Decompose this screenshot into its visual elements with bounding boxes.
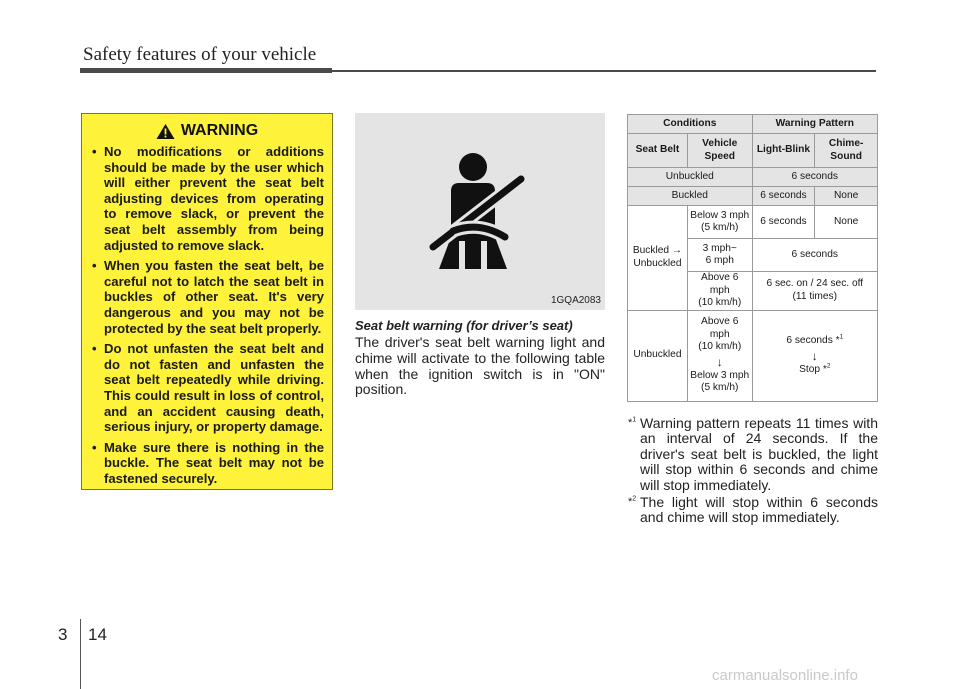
footnote <box>628 416 878 493</box>
table-cell: 6 seconds <box>752 239 877 272</box>
table-row <box>628 187 878 206</box>
footnote-mark <box>628 416 636 431</box>
footnote-ref: 2 <box>826 362 831 370</box>
footnote-star: * <box>628 496 633 509</box>
table-header-cell <box>687 134 752 168</box>
footnote-star: * <box>628 417 633 429</box>
table-cell: 6 seconds <box>752 168 877 187</box>
table-cell-line: (11 times) <box>792 290 838 302</box>
table-cell-text: 6 seconds * <box>786 335 840 346</box>
table-cell-line: (5 km/h) <box>701 222 739 233</box>
table-subheader-row <box>628 134 878 168</box>
table-cell <box>687 272 752 311</box>
table-row <box>628 310 878 401</box>
table-cell-line: (5 km/h) <box>701 382 739 394</box>
table-cell-line: Above 6 mph <box>701 272 739 296</box>
table-cell <box>752 272 877 311</box>
warning-title <box>90 122 324 140</box>
warning-item: • No modifications or additions should be made by the user which will either prevent the seat belt adjusting devices from operating to remove slack, or prevent the seat belt assembly from being adjusted to remove slack. <box>90 144 324 253</box>
warning-list <box>90 144 324 486</box>
table-header-row <box>628 115 878 134</box>
table-cell-line: 3 mph~ <box>702 242 737 254</box>
table-cell <box>687 239 752 272</box>
table-cell-line: 6 mph <box>705 255 734 266</box>
table-cell <box>752 310 877 401</box>
table-cell-line: (10 km/h) <box>698 341 742 353</box>
page-number-divider <box>80 619 81 689</box>
footnotes <box>628 416 878 528</box>
warning-triangle-icon <box>156 123 175 140</box>
page-number: 14 <box>88 625 107 644</box>
table-header-cell <box>815 134 878 168</box>
warning-box <box>81 113 333 490</box>
table-header-cell: Seat Belt <box>628 134 688 168</box>
down-arrow-icon: ↓ <box>716 354 723 369</box>
body-paragraph: The driver's seat belt warning light and chime will activate to the following table when the ignition switch is in "ON" position. <box>355 334 605 398</box>
table-cell-line: Above 6 mph <box>701 316 739 340</box>
footnote-mark <box>628 495 636 510</box>
watermark: carmanualsonline.info <box>712 667 858 684</box>
header-rule-thin <box>332 70 876 72</box>
table-cell: None <box>815 187 878 206</box>
table-cell: Unbuckled <box>628 168 753 187</box>
table-cell: 6 seconds <box>752 206 815 239</box>
table-header-line: Sound <box>830 150 862 162</box>
table-cell: 6 seconds <box>752 187 815 206</box>
table-cell: Unbuckled <box>628 310 688 401</box>
table-cell: None <box>815 206 878 239</box>
page-section-number: 3 <box>58 625 68 644</box>
footnote <box>628 495 878 526</box>
warning-item: • Do not unfasten the seat belt and do not fasten and unfasten the seat belt repeatedly while driving. This could result in loss of control, and an accident causing death, serious injury, or property damage. <box>90 341 324 435</box>
table-cell-line: Unbuckled <box>633 257 682 269</box>
footnote-ref: 1 <box>839 333 844 341</box>
warning-pattern-table <box>627 114 878 402</box>
table-cell <box>687 206 752 239</box>
table-cell-text: Stop * <box>799 363 827 375</box>
table-header-line: Vehicle <box>702 138 738 149</box>
warning-title-text: WARNING <box>180 122 259 139</box>
table-cell-line <box>755 335 875 348</box>
table-cell-line <box>755 364 875 377</box>
table-cell-line: 6 sec. on / 24 sec. off <box>766 278 864 290</box>
page-header-title: Safety features of your vehicle <box>83 44 317 65</box>
table-cell-line: Below 3 mph <box>690 209 750 221</box>
table-row <box>628 168 878 187</box>
table-cell <box>628 206 688 311</box>
table-header-cell: Warning Pattern <box>752 115 877 134</box>
table-cell-line: Buckled → <box>632 245 683 257</box>
header-rule-thick <box>80 68 332 73</box>
table-cell-line: Below 3 mph <box>690 369 750 381</box>
warning-item: • Make sure there is nothing in the buckle. The seat belt may not be fastened securely. <box>90 440 324 487</box>
footnote-text: The light will stop within 6 seconds and chime will stop immediately. <box>640 494 878 526</box>
seat-belt-figure <box>355 113 605 310</box>
footnote-text: Warning pattern repeats 11 times with an interval of 24 seconds. If the driver's seat belt is buckled, the light will stop within 6 seconds and chime will stop immediately. <box>640 415 878 493</box>
table-header-cell: Conditions <box>628 115 753 134</box>
table-cell-line: (10 km/h) <box>698 297 742 308</box>
down-arrow-icon: ↓ <box>811 348 818 363</box>
table-row <box>628 206 878 239</box>
seat-belt-warning-icon <box>417 145 547 275</box>
figure-code: 1GQA2083 <box>550 295 601 306</box>
warning-item: • When you fasten the seat belt, be careful not to latch the seat belt in buckles of other seat. It's very dangerous and you may not be protected by the seat belt properly. <box>90 258 324 336</box>
footnote-number: 1 <box>632 416 637 424</box>
table-cell <box>687 310 752 401</box>
table-cell: Buckled <box>628 187 753 206</box>
footnote-number: 2 <box>632 495 637 503</box>
table-header-line: Speed <box>704 150 736 162</box>
table-header-line: Chime- <box>828 138 864 149</box>
table-header-cell: Light-Blink <box>752 134 815 168</box>
figure-caption: Seat belt warning (for driver’s seat) <box>355 318 573 333</box>
